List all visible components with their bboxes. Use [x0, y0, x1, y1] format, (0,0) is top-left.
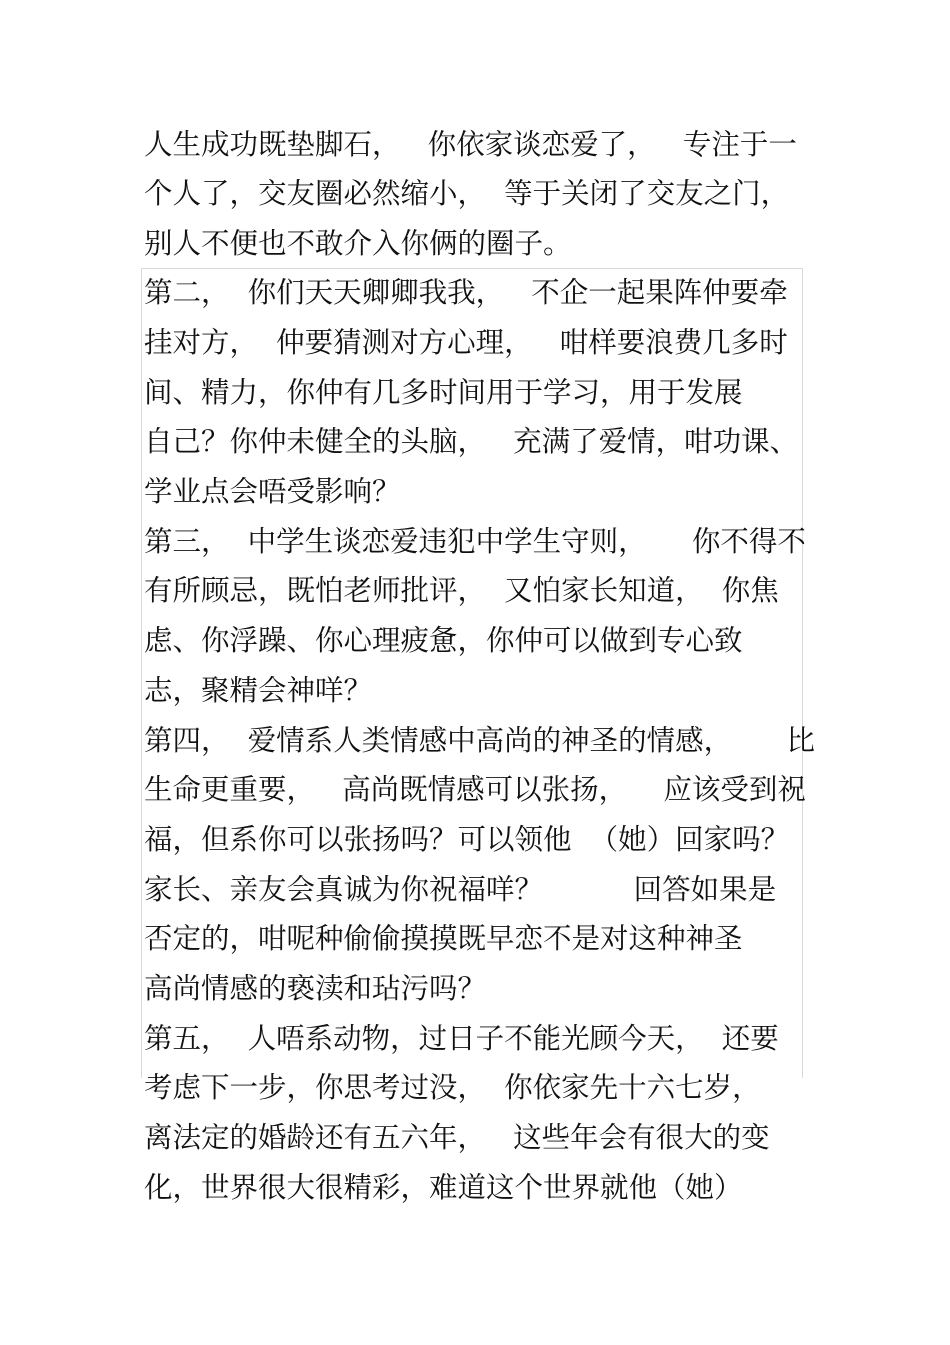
- text-line-2: 个人了，交友圈必然缩小， 等于关闭了交友之门，: [144, 177, 790, 210]
- text-line-5: 挂对方， 仲要猜测对方心理， 咁样要浪费几多时: [144, 326, 788, 359]
- text-line-14: 生命更重要， 高尚既情感可以张扬， 应该受到祝: [144, 773, 806, 806]
- text-line-18: 高尚情感的亵渎和玷污吗？: [144, 972, 487, 1005]
- text-line-9: 第三， 中学生谈恋爱违犯中学生守则， 你不得不: [144, 525, 806, 558]
- text-line-11: 虑、你浮躁、你心理疲惫，你仲可以做到专心致: [144, 624, 743, 657]
- text-line-6: 间、精力，你仲有几多时间用于学习，用于发展: [144, 376, 743, 409]
- text-line-12: 志，聚精会神咩？: [144, 674, 373, 707]
- text-line-10: 有所顾忌，既怕老师批评， 又怕家长知道， 你焦: [144, 574, 779, 607]
- text-line-13: 第四， 爱情系人类情感中高尚的神圣的情感， 比: [144, 724, 815, 757]
- text-line-19: 第五， 人唔系动物，过日子不能光顾今天， 还要: [144, 1022, 779, 1055]
- text-line-21: 离法定的婚龄还有五六年， 这些年会有很大的变: [144, 1121, 770, 1154]
- text-line-15: 福，但系你可以张扬吗？可以领他 （她）回家吗？: [144, 823, 790, 856]
- text-line-20: 考虑下一步，你思考过没， 你依家先十六七岁，: [144, 1071, 761, 1104]
- text-line-4: 第二， 你们天天卿卿我我， 不企一起果阵仲要牵: [144, 276, 788, 309]
- text-line-17: 否定的，咁呢种偷偷摸摸既早恋不是对这种神圣: [144, 922, 743, 955]
- text-line-16: 家长、亲友会真诚为你祝福咩？ 回答如果是: [144, 873, 777, 906]
- text-line-1: 人生成功既垫脚石， 你依家谈恋爱了， 专注于一: [144, 128, 797, 161]
- text-line-22: 化，世界很大很精彩，难道这个世界就他（她）: [144, 1171, 743, 1204]
- text-line-8: 学业点会唔受影响？: [144, 475, 401, 508]
- text-line-3: 别人不便也不敢介入你俩的圈子。: [144, 227, 572, 260]
- text-line-7: 自己？你仲未健全的头脑， 充满了爱情，咁功课、: [144, 425, 799, 458]
